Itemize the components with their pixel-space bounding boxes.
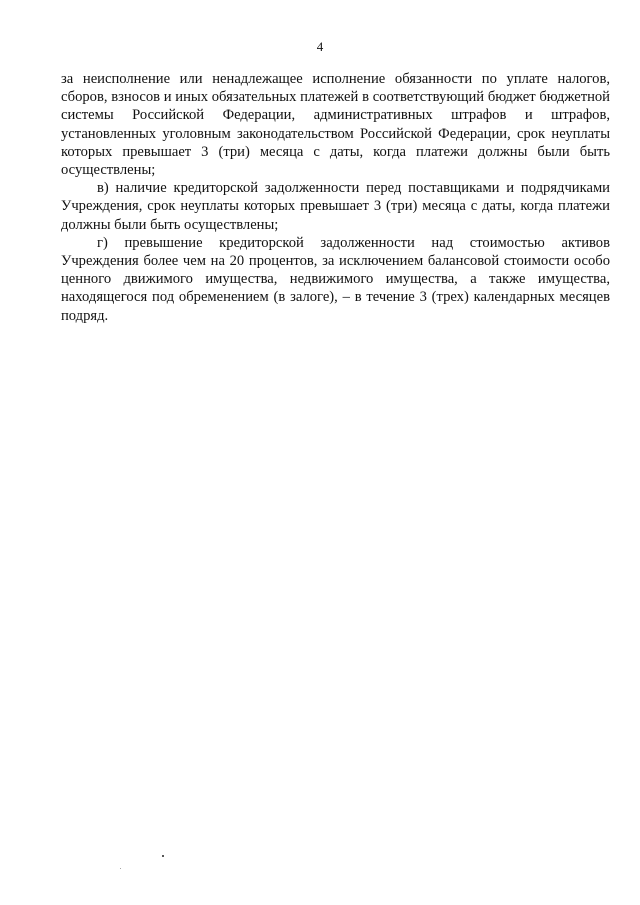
paragraph-continuation: за неисполнение или ненадлежащее исполнение обязанности по уплате налогов, сборов, взносов и иных обязательных платежей в соответствующий бюджет бюджетной системы Российской Федерации, административных штрафов и штрафов, установленных уголовным законодательством Российской Федерации, срок неуплаты которых превышает 3 (три) месяца с даты, когда платежи должны были быть осуществлены;	[61, 71, 610, 179]
scan-speck	[162, 855, 164, 857]
page-number: 4	[316, 39, 324, 54]
scan-speck	[120, 868, 121, 869]
document-body	[61, 70, 610, 325]
paragraph-item-g: г) превышение кредиторской задолженности над стоимостью активов Учреждения более чем на 20 процентов, за исключением балансовой стоимости особо ценного движимого имущества, недвижимого имущества, а также имущества, находящегося под обременением (в залоге), – в течение 3 (трех) календарных месяцев подряд.	[61, 234, 610, 324]
paragraph-item-v: в) наличие кредиторской задолженности перед поставщиками и подрядчиками Учреждения, срок неуплаты которых превышает 3 (три) месяца с даты, когда платежи должны были быть осуществлены;	[61, 180, 610, 233]
